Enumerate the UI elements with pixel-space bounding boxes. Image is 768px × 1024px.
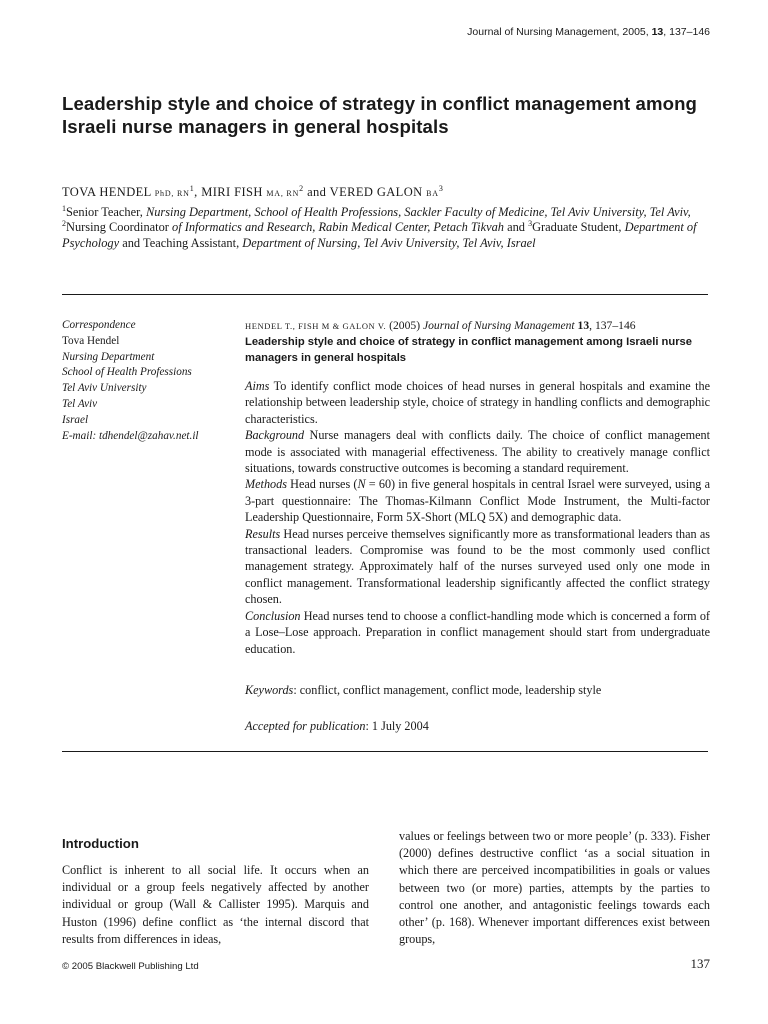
correspondence-name: Tova Hendel [62,334,120,347]
accepted-date: Accepted for publication: 1 July 2004 [245,719,429,733]
author-degrees: PhD, RN [154,189,190,199]
author-affiliation-mark: 3 [438,184,444,193]
correspondence-label: Correspondence [62,319,136,331]
author-affiliation-mark: 1 [189,184,195,193]
author-name: VERED GALON [329,185,423,200]
journal-reference: Journal of Nursing Management, 2005, 13, 137–146 [467,26,710,38]
author-affiliation-mark: 2 [299,184,304,193]
correspondence-block: Correspondence Tova Hendel Nursing Department School of Health Professions Tel Aviv University Tel Aviv Israel E-mail: tdhendel@zahav.net.il [62,318,242,444]
abstract-results: Results Head nurses perceive themselves significantly more as transformational leaders than as transactional leaders. Compromise was found to be the most commonly used conflict management strategy. Approximately half of the nurses surveyed used only one mode in conflict management. Transformational leadership significantly affected the conflict strategy chosen. [245,526,710,607]
body-paragraph: Conflict is inherent to all social life. It occurs when an individual or a group feels negatively affected by another individual or group (Wall & Callister 1995). Marquis and Huston (1996) define conflict as ‘the internal discord that results from differences in ideas, [62,863,369,946]
citation-line: HENDEL T., FISH M & GALON V. (2005) Journal of Nursing Management 13, 137–146 [245,319,636,332]
affiliations: $^1$Senior Teacher, Nursing Department, School of Health Professions, Sackler Faculty of Medicine, Tel Aviv University, Tel Aviv, $^2$Nursing Coordinator of Informatics and Research, Rabin Medical Center, Petach Tikvah and $^3$Graduate Student, Department of Psychology and Teaching Assistant, Department of Nursing, Tel Aviv University, Tel Aviv, Israel [62,203,697,250]
author-list: TOVA HENDEL PhD, $RN^1$, MIRI FISH MA, $RN^2$ and VERED GALON $BA^3$ [62,184,444,200]
abstract-methods: Methods Head nurses (N = 60) in five general hospitals in central Israel were surveyed, using a 3-part questionnaire: The Thomas-Kilmann Conflict Mode Instrument, the Multi-factor Leadership Questionnaire, Form 5X-Short (MLQ 5X) and demographic data. [245,477,711,525]
body-column-left [62,862,369,948]
abstract-title: Leadership style and choice of strategy in conflict management among Israeli nurse managers in general hospitals [245,336,693,364]
author-name: MIRI FISH [201,185,263,200]
section-heading-introduction: Introduction [62,836,139,851]
divider [62,294,708,295]
copyright-notice: © 2005 Blackwell Publishing Ltd [62,961,199,972]
abstract-aims: Aims To identify conflict mode choices of head nurses in general hospitals and examine the relationship between leadership style, choice of strategy in handling conflicts and demographic characteristics. [245,379,710,426]
keywords: Keywords: conflict, conflict management, conflict mode, leadership style [245,683,602,697]
body-column-right [399,828,710,948]
abstract [245,378,710,657]
author-degrees: BA [426,189,439,199]
correspondence-email: E-mail: tdhendel@zahav.net.il [62,429,199,442]
abstract-conclusion: Conclusion Head nurses tend to choose a conflict-handling mode which is concerned a form of a Lose–Lose approach. Preparation in conflict management should start from undergraduate education. [245,608,710,656]
body-paragraph: values or feelings between two or more people’ (p. 333). Fisher (2000) defines destructive conflict ‘as a social situation in which there are perceived incompatibilities in goals or values between two (or more) parties, attempts by the parties to control one another, and antagonistic feelings towards each other’ (p. 168). Whenever important differences exist between groups, [399,829,710,947]
divider [62,751,708,752]
author-degrees: MA, RN [266,189,300,199]
page-number: 137 [690,956,710,971]
article-title: Leadership style and choice of strategy in conflict management among Israeli nurse managers in general hospitals [62,93,698,138]
abstract-background: Background Nurse managers deal with conflicts daily. The choice of conflict management mode is associated with managerial effectiveness. The ability to creatively manage conflict situations, towards constructive outcomes is becoming a standard requirement. [245,428,710,476]
author-name: TOVA HENDEL [62,185,152,200]
